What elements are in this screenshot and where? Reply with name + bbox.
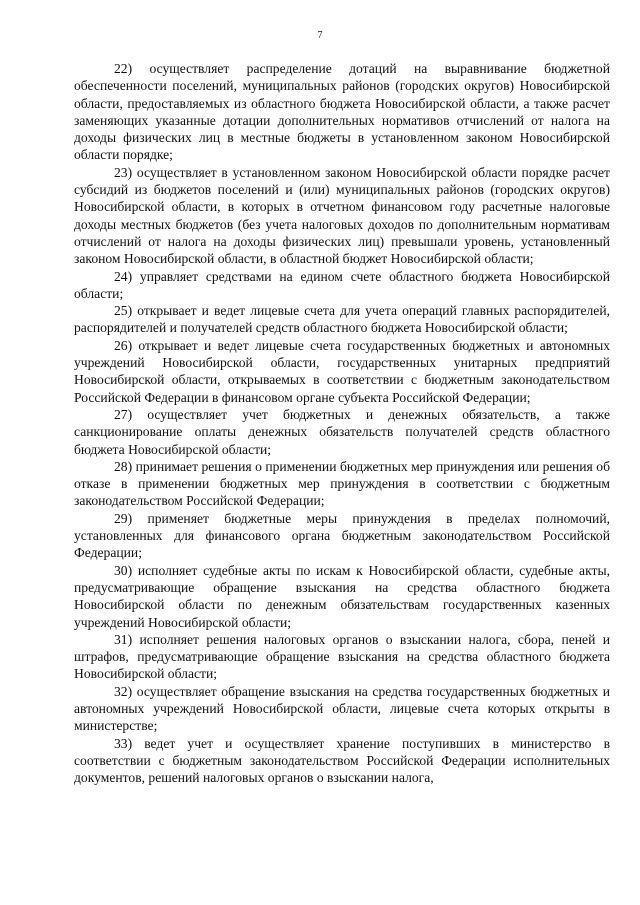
document-body <box>74 60 610 786</box>
paragraph-30: 30) исполняет судебные акты по искам к Новосибирской области, судебные акты, предусматривающие обращение взыскания на средства областного бюджета Новосибирской области по денежным обязательствам государственных казенных учреждений Новосибирской области; <box>74 562 610 630</box>
paragraph-29: 29) применяет бюджетные меры принуждения в пределах полномочий, установленных для финансового органа бюджетным законодательством Российской Федерации; <box>74 510 610 561</box>
paragraph-25: 25) открывает и ведет лицевые счета для учета операций главных распорядителей, распорядителей и получателей средств областного бюджета Новосибирской области; <box>74 303 610 336</box>
paragraph-31: 31) исполняет решения налоговых органов о взыскании налога, сбора, пеней и штрафов, предусматривающие обращение взыскания на средства областного бюджета Новосибирской области; <box>74 631 610 682</box>
paragraph-33: 33) ведет учет и осуществляет хранение поступивших в министерство в соответствии с бюджетным законодательством Российской Федерации исполнительных документов, решений налоговых органов о взыскании налога, <box>74 735 610 786</box>
paragraph-24: 24) управляет средствами на едином счете областного бюджета Новосибирской области; <box>74 268 610 301</box>
paragraph-22: 22) осуществляет распределение дотаций на выравнивание бюджетной обеспеченности поселений, муниципальных районов (городских округов) Новосибирской области, предоставляемых из областного бюджета Новосибирской области, а также расчет заменяющих указанные дотации дополнительных нормативов отчислений от налога на доходы физических лиц в местные бюджеты в установленном законом Новосибирской области порядке; <box>74 61 610 163</box>
paragraph-28: 28) принимает решения о применении бюджетных мер принуждения или решения об отказе в применении бюджетных мер принуждения в соответствии с бюджетным законодательством Российской Федерации; <box>74 458 610 509</box>
paragraph-27: 27) осуществляет учет бюджетных и денежных обязательств, а также санкционирование оплаты денежных обязательств получателей средств областного бюджета Новосибирской области; <box>74 406 610 457</box>
paragraph-32: 32) осуществляет обращение взыскания на средства государственных бюджетных и автономных учреждений Новосибирской области, лицевые счета которых открыты в министерстве; <box>74 683 610 734</box>
page-number: 7 <box>317 30 323 41</box>
paragraph-26: 26) открывает и ведет лицевые счета государственных бюджетных и автономных учреждений Новосибирской области, государственных унитарных предприятий Новосибирской области, открываемых в соответствии с бюджетным законодательством Российской Федерации в финансовом органе субъекта Российской Федерации; <box>74 337 610 405</box>
paragraph-23: 23) осуществляет в установленном законом Новосибирской области порядке расчет субсидий из бюджетов поселений и (или) муниципальных районов (городских округов) Новосибирской области, в которых в отчетном финансовом году расчетные налоговые доходы местных бюджетов (без учета налоговых доходов по дополнительным нормативам отчислений от налога на доходы физических лиц) превышали уровень, установленный законом Новосибирской области, в областной бюджет Новосибирской области; <box>74 164 610 267</box>
